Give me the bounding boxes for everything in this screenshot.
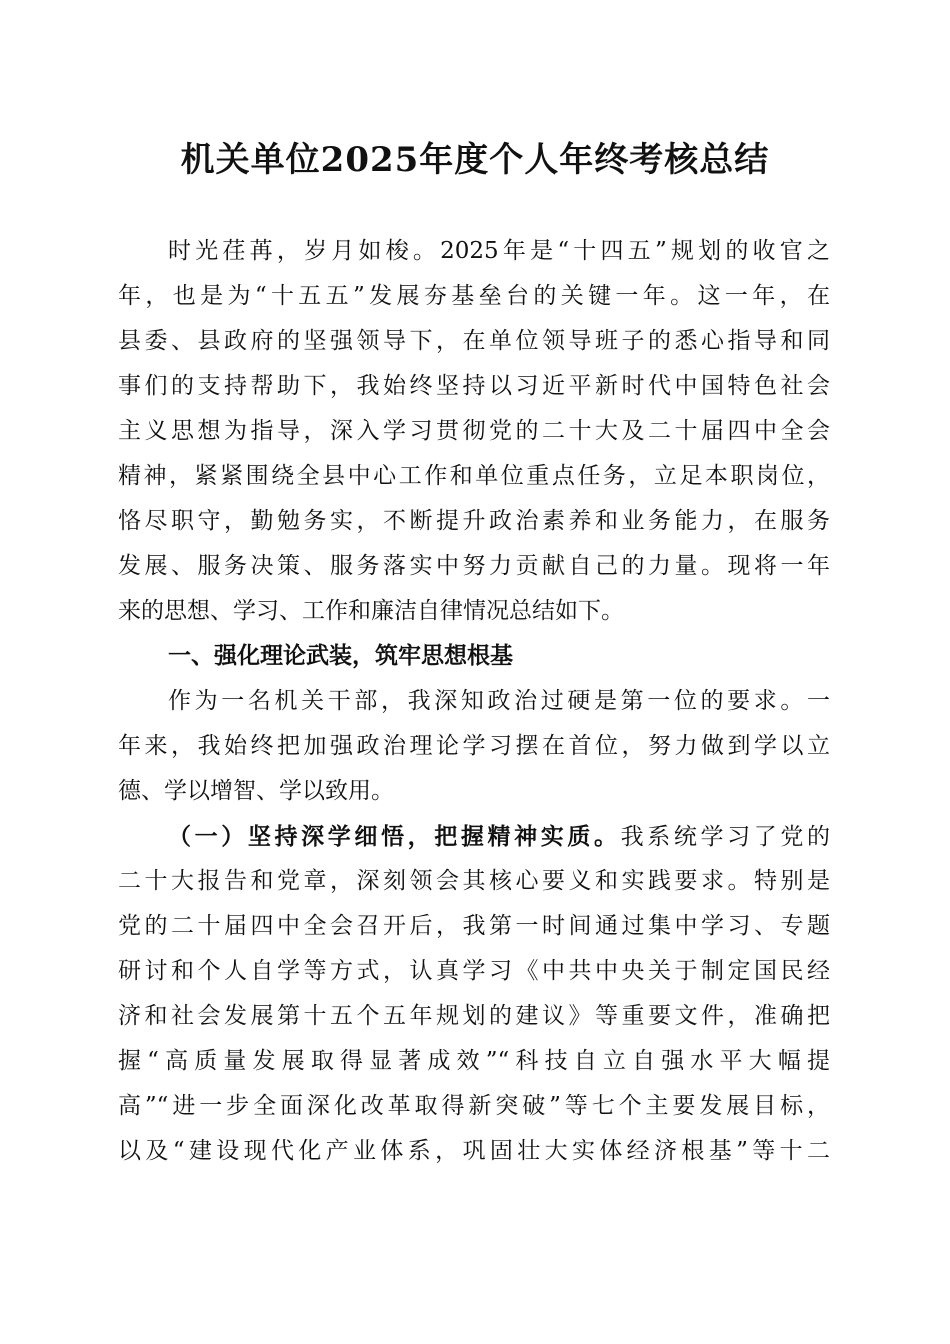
subsection-1-first-line (118, 814, 830, 859)
paragraph-1-line: 精神，紧紧围绕全县中心工作和单位重点任务，立足本职岗位， (118, 463, 830, 489)
paragraph-2-line: 德、学以增智、学以致用。 (118, 778, 394, 804)
paragraph-1-line: 事们的支持帮助下，我始终坚持以习近平新时代中国特色社会 (118, 373, 830, 399)
paragraph-1-line: 来的思想、学习、工作和廉洁自律情况总结如下。 (118, 598, 624, 624)
paragraph-3-line: 二十大报告和党章，深刻领会其核心要义和实践要求。特别是 (118, 868, 830, 894)
paragraph-1-line: 县委、县政府的坚强领导下，在单位领导班子的悉心指导和同 (118, 328, 830, 354)
paragraph-2-line: 作为一名机关干部，我深知政治过硬是第一位的要求。一 (168, 688, 830, 714)
subsection-1-first-rest: 我系统学习了党的 (620, 824, 830, 850)
paragraph-1-line: 恪尽职守，勤勉务实，不断提升政治素养和业务能力，在服务 (118, 508, 830, 534)
paragraph-3-line: 高”“进一步全面深化改革取得新突破”等七个主要发展目标， (118, 1093, 830, 1119)
paragraph-1-line: 年，也是为“十五五”发展夯基垒台的关键一年。这一年，在 (118, 283, 830, 309)
document-body (118, 229, 830, 1174)
section-1-heading: 一、强化理论武装，筑牢思想根基 (168, 643, 513, 669)
paragraph-2-line: 年来，我始终把加强政治理论学习摆在首位，努力做到学以立 (118, 733, 830, 759)
paragraph-3-line: 研讨和个人自学等方式，认真学习《中共中央关于制定国民经 (118, 958, 830, 984)
paragraph-3-line: 党的二十届四中全会召开后，我第一时间通过集中学习、专题 (118, 913, 830, 939)
paragraph-3-line: 济和社会发展第十五个五年规划的建议》等重要文件，准确把 (118, 1003, 830, 1029)
paragraph-1-line: 发展、服务决策、服务落实中努力贡献自己的力量。现将一年 (118, 553, 830, 579)
paragraph-3-line: 握“高质量发展取得显著成效”“科技自立自强水平大幅提 (118, 1048, 830, 1074)
paragraph-3-line: 以及“建设现代化产业体系，巩固壮大实体经济根基”等十二 (118, 1138, 830, 1164)
paragraph-1-line: 时光荏苒，岁月如梭。2025年是“十四五”规划的收官之 (168, 238, 830, 264)
paragraph-1-line: 主义思想为指导，深入学习贯彻党的二十大及二十届四中全会 (118, 418, 830, 444)
subsection-1-lead: （一）坚持深学细悟，把握精神实质。 (168, 823, 621, 850)
document-title: 机关单位2025年度个人年终考核总结 (180, 140, 770, 180)
